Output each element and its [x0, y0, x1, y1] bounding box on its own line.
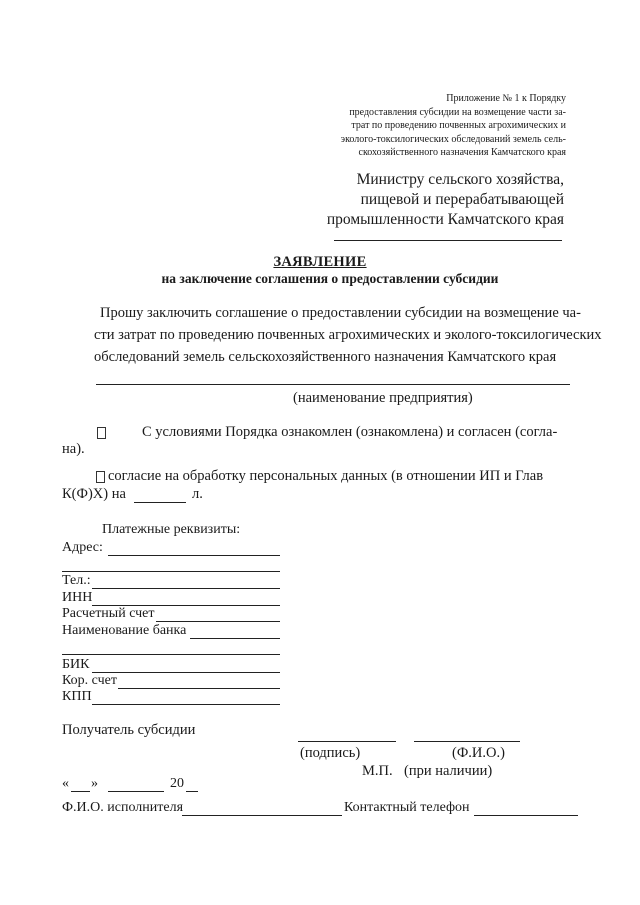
- bik-label: БИК: [62, 657, 90, 672]
- appendix-line: Приложение № 1 к Порядку: [446, 93, 566, 104]
- contact-phone-label: Контактный телефон: [344, 800, 470, 815]
- corr-account-label: Кор. счет: [62, 673, 117, 688]
- address-field-extra[interactable]: [62, 571, 280, 572]
- phone-field[interactable]: [92, 588, 280, 589]
- executor-label: Ф.И.О. исполнителя: [62, 800, 184, 815]
- conditions-checkbox[interactable]: [97, 427, 106, 439]
- address-label: Адрес:: [62, 540, 103, 555]
- date-month-field[interactable]: [108, 791, 164, 792]
- inn-label: ИНН: [62, 590, 93, 605]
- document-subtitle: на заключение соглашения о предоставлении субсидии: [161, 271, 499, 286]
- bik-field[interactable]: [92, 672, 280, 673]
- kpp-label: КПП: [62, 689, 92, 704]
- enterprise-caption: (наименование предприятия): [293, 390, 473, 406]
- signature-caption: (подпись): [300, 745, 361, 761]
- bank-label: Наименование банка: [62, 623, 187, 638]
- stamp-note: (при наличии): [404, 763, 493, 779]
- addressee-line: промышленности Камчатского края: [326, 211, 564, 228]
- request-line: Прошу заключить соглашение о предоставлении субсидии на возмещение ча-: [100, 305, 581, 321]
- appendix-note: [341, 92, 566, 160]
- consent-line: К(Ф)Х) на: [62, 486, 126, 502]
- consent-checkbox[interactable]: [96, 471, 105, 483]
- account-label: Расчетный счет: [62, 606, 155, 621]
- addressee: [327, 170, 564, 230]
- consent-term-unit: л.: [192, 486, 203, 502]
- conditions-line: на).: [62, 441, 85, 457]
- date-year-prefix: 20: [170, 776, 184, 791]
- request-line: сти затрат по проведению почвенных агрохимических и эколого-токсилогических: [94, 327, 602, 343]
- appendix-line: предоставления субсидии на возмещение части за-: [349, 106, 566, 118]
- addressee-line: Министру сельского хозяйства,: [356, 171, 564, 188]
- kpp-field[interactable]: [92, 704, 280, 705]
- consent-line: согласие на обработку персональных данных (в отношении ИП и Глав: [108, 468, 544, 484]
- bank-field[interactable]: [190, 638, 280, 639]
- addressee-line: пищевой и перерабатывающей: [360, 191, 564, 208]
- appendix-line: скохозяйственного назначения Камчатского края: [358, 147, 566, 159]
- date-day-field[interactable]: [71, 791, 90, 792]
- bank-field-extra[interactable]: [62, 654, 280, 655]
- addressee-blank-line[interactable]: [334, 240, 562, 241]
- enterprise-name-field[interactable]: [96, 384, 570, 385]
- appendix-line: трат по проведению почвенных агрохимических и: [351, 120, 566, 132]
- contact-phone-field[interactable]: [474, 815, 578, 816]
- conditions-line: С условиями Порядка ознакомлен (ознакомлена) и согласен (согла-: [142, 424, 558, 440]
- address-field[interactable]: [108, 555, 280, 556]
- appendix-line: эколого-токсилогических обследований земель сель-: [340, 133, 566, 145]
- date-year-field[interactable]: [186, 791, 198, 792]
- corr-account-field[interactable]: [118, 688, 280, 689]
- signature-field[interactable]: [298, 741, 396, 742]
- date-close-quote: »: [91, 776, 98, 791]
- executor-field[interactable]: [182, 815, 342, 816]
- fio-caption: (Ф.И.О.): [452, 745, 505, 761]
- phone-label: Тел.:: [62, 573, 91, 588]
- stamp-label: М.П.: [362, 763, 393, 779]
- consent-term-field[interactable]: [134, 502, 186, 503]
- recipient-label: Получатель субсидии: [62, 722, 196, 738]
- fio-field[interactable]: [414, 741, 520, 742]
- account-field[interactable]: [156, 621, 280, 622]
- document-title: ЗАЯВЛЕНИЕ: [273, 254, 367, 270]
- payment-heading: Платежные реквизиты:: [102, 522, 241, 537]
- date-open-quote: «: [62, 776, 69, 791]
- request-line: обследований земель сельскохозяйственного назначения Камчатского края: [94, 349, 557, 365]
